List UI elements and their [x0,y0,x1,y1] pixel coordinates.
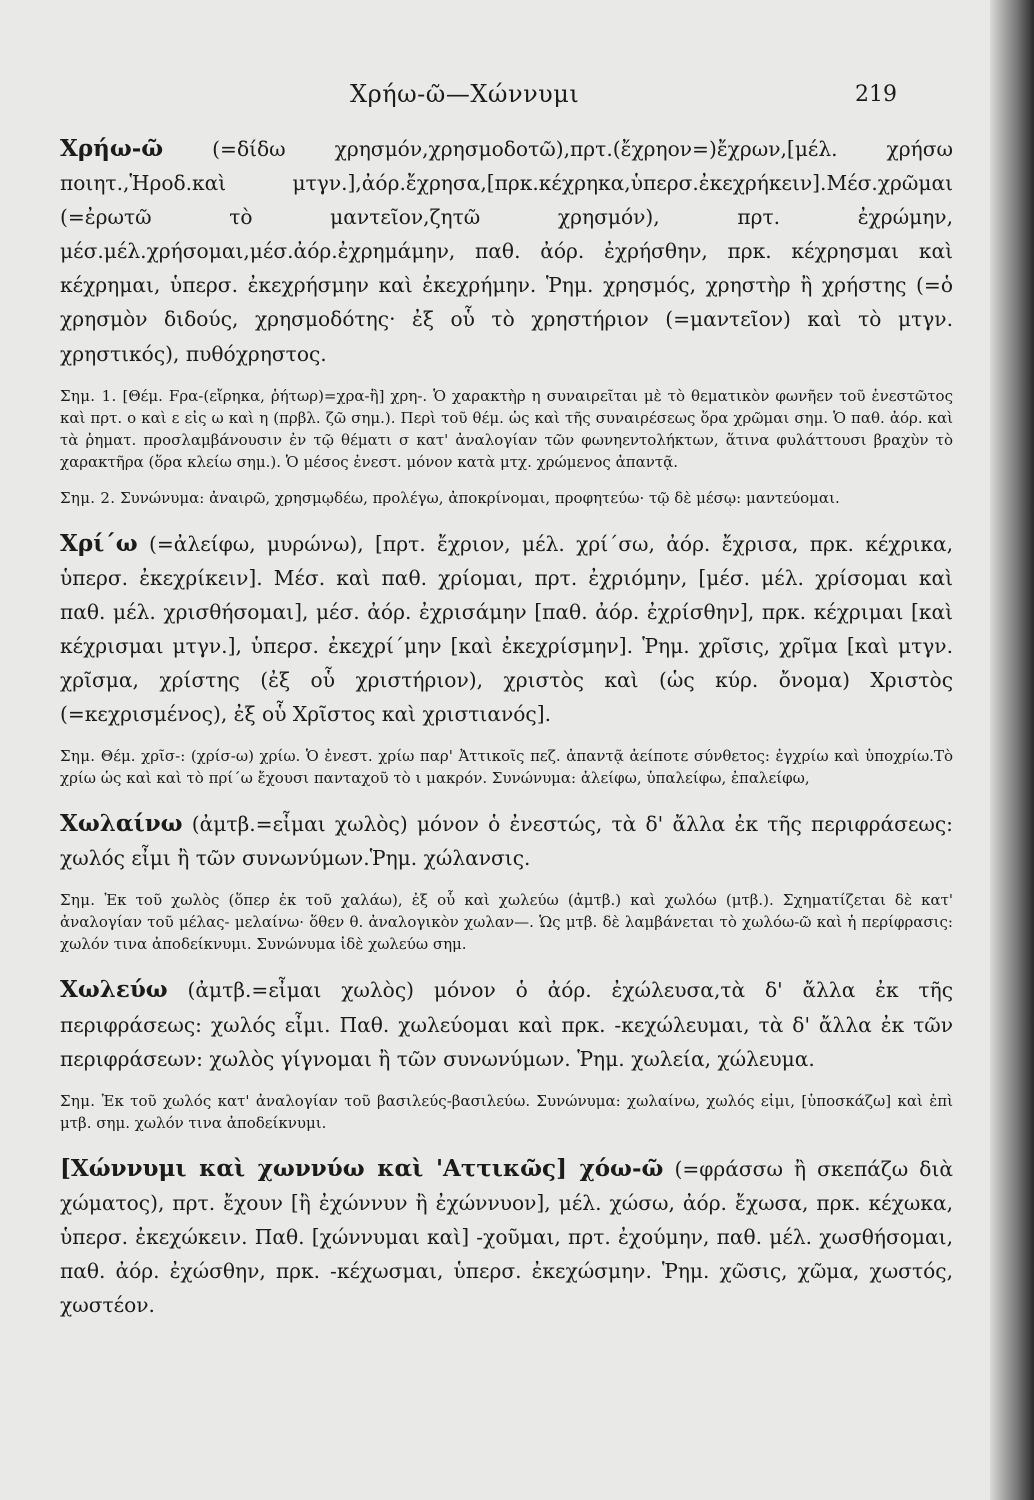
page-content [60,132,953,1322]
entry-lemma: Χρί΄ω [60,529,138,557]
entry-chreo [60,132,953,371]
page-header [60,80,960,124]
page-number: 219 [855,82,897,107]
note-text: Ἐκ τοῦ χωλός κατ' ἀναλογίαν τοῦ βασιλεύς-βασιλεύω. Συνώνυμα: χωλαίνω, χωλός εἰμι, [ὑποσκάζω] καὶ ἐπὶ μτβ. σημ. χωλόν τινα ἀποδείκνυμι. [60,1091,953,1132]
entry-chonnymi [60,1152,953,1322]
note-text: Θέμ. χρῖσ-: (χρίσ-ω) χρίω. Ὁ ἐνεστ. χρίω παρ' Ἀττικοῖς πεζ. ἀπαντᾷ ἀείποτε σύνθετος: ἐγχρίω καὶ ὑποχρίω.Τὸ χρίω ὡς καὶ καὶ τὸ πρί΄ω ἔχουσι πανταχοῦ τὸ ι μακρόν. Συνώνυμα: ἀλείφω, ὑπαλείφω, ἐπαλείφω, [60,747,953,788]
note-text: [Θέμ. Fρα-(εἴρηκα, ῥήτωρ)=χρα-ἢ] χρη-. Ὁ χαρακτὴρ η συναιρεῖται μὲ τὸ θεματικὸν φωνῆεν τοῦ ἐνεστῶτος καὶ πρτ. ο καὶ ε εἰς ω καὶ η (πρβλ. ζῶ σημ.). Περὶ τοῦ θέμ. ὡς καὶ τῆς συναιρέσεως ὅρα χρῶμαι σημ. Ὁ παθ. ἀόρ. καὶ τὰ ῥηματ. προσλαμβάνουσιν ἐν τῷ θέματι σ κατ' ἀναλογίαν τῶν φωνηεντολήκτων, ἅτινα φυλάττουσι βραχὺν τὸ χαρακτῆρα (ὅρα κλείω σημ.). Ὁ μέσος ἐνεστ. μόνον κατὰ μτχ. χρώμενος ἀπαντᾷ. [60,386,953,471]
note-3 [60,745,953,789]
page-edge-shadow [990,0,1034,1500]
note-4 [60,889,953,955]
note-text: Ἐκ τοῦ χωλὸς (ὅπερ ἐκ τοῦ χαλάω), ἐξ οὗ καὶ χωλεύω (ἀμτβ.) καὶ χωλόω (μτβ.). Σχηματίζεται δὲ κατ' ἀναλογίαν τοῦ μέλας- μελαίνω· ὅθεν θ. ἀναλογικὸν χωλαν—. Ὡς μτβ. δὲ λαμβάνεται τὸ χωλόω-ῶ καὶ ἡ περίφρασις: χωλόν τινα ἀποδείκνυμι. Συνώνυμα ἰδὲ χωλεύω σημ. [60,891,953,954]
entry-lemma: [Χώννυμι καὶ χωννύω καὶ 'Αττικῶς] χόω-ῶ [60,1154,664,1182]
entry-text: (=δίδω χρησμόν,χρησμοδοτῶ),πρτ.(ἔχρηον=)ἔχρων,[μέλ. χρήσω ποιητ.,Ἡροδ.καὶ μτγν.],ἀόρ.ἔχρησα,[πρκ.κέχρηκα,ὑπερσ.ἐκεχρήκειν].Μέσ.χρῶμαι (=ἐρωτῶ τὸ μαντεῖον,ζητῶ χρησμόν), πρτ. ἐχρώμην, μέσ.μέλ.χρήσομαι,μέσ.ἀόρ.ἐχρημάμην, παθ. ἀόρ. ἐχρήσθην, πρκ. κέχρησμαι καὶ κέχρημαι, ὑπερσ. ἐκεχρήσμην καὶ ἐκεχρήμην. Ῥημ. χρησμός, χρηστὴρ ἢ χρήστης (=ὁ χρησμὸν διδούς, χρησμοδότης· ἐξ οὗ τὸ χρηστήριον (=μαντεῖον) καὶ τὸ μτγν. χρηστικός), πυθόχρηστος. [60,137,953,366]
entry-lemma: Χωλεύω [60,976,168,1004]
entry-text: (=φράσσω ἢ σκεπάζω διὰ χώματος), πρτ. ἔχουν [ἢ ἐχώννυν ἢ ἐχώννυον], μέλ. χώσω, ἀόρ. ἔχωσα, πρκ. κέχωκα, ὑπερσ. ἐκεχώκειν. Παθ. [χώννυμαι καὶ] -χοῦμαι, πρτ. ἐχούμην, παθ. μέλ. χωσθήσομαι, παθ. ἀόρ. ἐχώσθην, πρκ. -κέχωσμαι, ὑπερσ. ἐκεχώσμην. Ῥημ. χῶσις, χῶμα, χωστός, χωστέον. [60,1156,953,1318]
running-head: Χρήω-ῶ—Χώννυμι [350,80,580,108]
note-2 [60,487,953,509]
note-label: Σημ. [60,747,96,766]
note-label: Σημ. 1. [60,386,117,405]
note-text: Συνώνυμα: ἀναιρῶ, χρησμῳδέω, προλέγω, ἀποκρίνομαι, προφητεύω· τῷ δὲ μέσῳ: μαντεύομαι. [115,488,840,507]
entry-lemma: Χρήω-ῶ [60,135,164,162]
note-5 [60,1090,953,1134]
note-label: Σημ. [60,1091,96,1110]
note-label: Σημ. [60,891,96,910]
note-label: Σημ. 2. [60,488,116,507]
entry-text: (=ἀλείφω, μυρώνω), [πρτ. ἔχριον, μέλ. χρί΄σω, ἀόρ. ἔχρισα, πρκ. κέχρικα, ὑπερσ. ἐκεχρίκειν]. Μέσ. καὶ παθ. χρίομαι, πρτ. ἐχριόμην, [μέσ. μέλ. χρίσομαι καὶ παθ. μέλ. χρισθήσομαι], μέσ. ἀόρ. ἐχρισάμην [παθ. ἀόρ. ἐχρίσθην], πρκ. κέχριμαι [καὶ κέχρισμαι μτγν.], ὑπερσ. ἐκεχρί΄μην [καὶ ἐκεχρίσμην]. Ῥημ. χρῖσις, χρῖμα [καὶ μτγν. χρῖσμα, χρίστης (ἐξ οὗ χριστήριον), χριστὸς καὶ (ὡς κύρ. ὄνομα) Χριστὸς (=κεχρισμένος), ἐξ οὗ Χρῖστος καὶ χριστιανός]. [60,531,953,727]
entry-lemma: Χωλαίνω [60,810,183,838]
note-1 [60,385,953,473]
entry-text: (ἀμτβ.=εἶμαι χωλὸς) μόνον ὁ ἀόρ. ἐχώλευσα,τὰ δ' ἄλλα ἐκ τῆς περιφράσεως: χωλός εἶμι. Παθ. χωλεύομαι καὶ πρκ. -κεχώλευμαι, τὰ δ' ἄλλα ἐκ τῶν περιφράσεων: χωλὸς γίγνομαι ἢ τῶν συνωνύμων. Ῥημ. χωλεία, χώλευμα. [60,978,953,1071]
entry-cholaino [60,807,953,875]
entry-text: (ἀμτβ.=εἶμαι χωλὸς) μόνον ὁ ἐνεστώς, τὰ δ' ἄλλα ἐκ τῆς περιφράσεως: χωλός εἶμι ἢ τῶν συνωνύμων.Ῥημ. χώλανσις. [60,812,953,871]
entry-choleuo [60,973,953,1075]
entry-chrio [60,527,953,732]
